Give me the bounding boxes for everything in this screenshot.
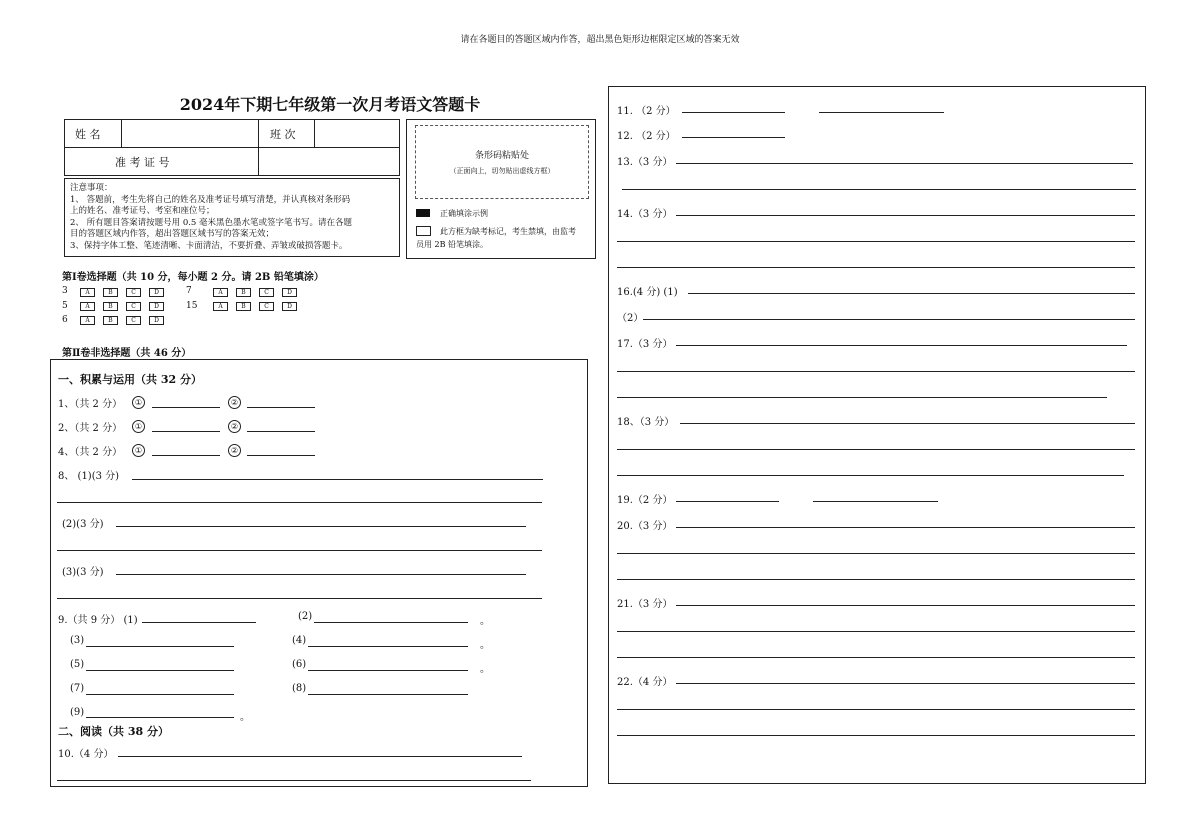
- q9-5-label: (5): [70, 659, 85, 670]
- circle-two-icon: ②: [228, 420, 241, 433]
- q18-line-2[interactable]: [617, 449, 1135, 450]
- q9-3-label: (3): [70, 635, 85, 646]
- bubble-option[interactable]: A: [80, 316, 95, 325]
- bubble-option[interactable]: B: [103, 316, 118, 325]
- q9-2-label: (2): [298, 611, 313, 622]
- q1-blank-2[interactable]: [247, 407, 315, 408]
- q8-2-line-2[interactable]: [57, 550, 542, 551]
- q14-line-3[interactable]: [617, 267, 1135, 268]
- bubble-option[interactable]: A: [213, 288, 228, 297]
- top-notice: 请在各题目的答题区域内作答，超出黑色矩形边框限定区域的答案无效: [460, 35, 740, 45]
- q13-line[interactable]: [676, 163, 1133, 164]
- q19-label: 19.（2 分）: [617, 495, 673, 506]
- q18-line[interactable]: [680, 423, 1135, 424]
- q20-label: 20.（3 分）: [617, 521, 673, 532]
- circle-one-icon: ①: [132, 420, 145, 433]
- q17-line-2[interactable]: [617, 371, 1135, 372]
- q20-line-2[interactable]: [617, 553, 1135, 554]
- bubble-option[interactable]: D: [282, 288, 297, 297]
- mc-q3-num: 3: [62, 286, 68, 296]
- bubble-option[interactable]: C: [259, 288, 274, 297]
- q9-6-blank[interactable]: [308, 670, 468, 671]
- q20-line[interactable]: [676, 527, 1135, 528]
- mc-heading: 第Ⅰ卷选择题（共 10 分，每小题 2 分。请 2B 铅笔填涂）: [62, 272, 324, 283]
- q8-3-line-2[interactable]: [57, 598, 542, 599]
- q21-line-2[interactable]: [617, 631, 1135, 632]
- circle-one-icon: ①: [132, 396, 145, 409]
- q9-1-label: 9.（共 9 分） (1): [58, 615, 138, 626]
- q13-label: 13.（3 分）: [617, 157, 673, 168]
- q8-1-label: 8、 (1)(3 分): [58, 471, 120, 482]
- bubble-option[interactable]: A: [80, 288, 95, 297]
- q12-blank[interactable]: [682, 137, 785, 138]
- q9-4-label: (4): [292, 635, 307, 646]
- q9-4-blank[interactable]: [308, 646, 468, 647]
- q4-blank-1[interactable]: [152, 455, 220, 456]
- bubble-option[interactable]: C: [259, 302, 274, 311]
- right-answer-box: [608, 86, 1146, 784]
- bubble-option[interactable]: D: [149, 302, 164, 311]
- q17-label: 17.（3 分）: [617, 339, 673, 350]
- q9-6-label: (6): [292, 659, 307, 670]
- mc-q7-num: 7: [186, 286, 192, 296]
- barcode-sub: （正面向上，切勿贴出虚线方框）: [449, 167, 555, 175]
- q4-blank-2[interactable]: [247, 455, 315, 456]
- q22-label: 22.（4 分）: [617, 677, 673, 688]
- instruction-line: 2、 所有题目答案请按题号用 0.5 毫米黑色墨水笔或签字笔书写。请在各题: [70, 217, 353, 228]
- q9-2-blank[interactable]: [314, 622, 468, 623]
- bubble-option[interactable]: C: [126, 302, 141, 311]
- bubble-option[interactable]: A: [80, 302, 95, 311]
- q12-label: 12. （2 分）: [617, 131, 676, 142]
- q9-1-blank[interactable]: [142, 622, 256, 623]
- q14-line-2[interactable]: [617, 241, 1135, 242]
- q8-3-line[interactable]: [116, 574, 526, 575]
- sec2-heading: 二、阅读（共 38 分）: [58, 725, 169, 738]
- q14-label: 14.（3 分）: [617, 209, 673, 220]
- q9-3-blank[interactable]: [86, 646, 234, 647]
- q16-2-line[interactable]: [643, 319, 1135, 320]
- bubble-option[interactable]: B: [236, 288, 251, 297]
- bubble-option[interactable]: D: [282, 302, 297, 311]
- q9-7-label: (7): [70, 683, 85, 694]
- instruction-line: 上的姓名、准考证号、考室和座位号；: [70, 206, 215, 216]
- mc-q6-num: 6: [62, 315, 68, 325]
- absent-note-1: 此方框为缺考标记，考生禁填，由监考: [440, 227, 576, 236]
- q13-line-2[interactable]: [622, 189, 1136, 190]
- q1-blank-1[interactable]: [152, 407, 220, 408]
- bubble-option[interactable]: A: [213, 302, 228, 311]
- q9-9-blank[interactable]: [86, 717, 234, 718]
- q11-blank-1[interactable]: [682, 112, 785, 113]
- name-field[interactable]: [123, 122, 256, 145]
- class-field[interactable]: [316, 122, 396, 145]
- q2-blank-1[interactable]: [152, 431, 220, 432]
- instruction-line: 3、保持字体工整、笔迹清晰、卡面清洁，不要折叠、弄皱或破损答题卡。: [70, 240, 348, 251]
- mc-q5-num: 5: [62, 301, 68, 311]
- q9-8-blank[interactable]: [308, 694, 468, 695]
- card-title: 2024年下期七年级第一次月考语文答题卡: [179, 95, 481, 114]
- q11-label: 11. （2 分）: [617, 106, 676, 117]
- q21-label: 21.（3 分）: [617, 599, 673, 610]
- q16-1-line[interactable]: [688, 293, 1135, 294]
- q9-2-period: 。: [480, 616, 490, 627]
- q22-line-2[interactable]: [617, 709, 1135, 710]
- absent-note-2: 员用 2B 铅笔填涂。: [416, 240, 489, 249]
- mc-q15-num: 15: [186, 301, 198, 311]
- q8-1-line[interactable]: [132, 479, 543, 480]
- q9-6-period: 。: [480, 664, 490, 675]
- exam-id-label: 准 考 证 号: [115, 156, 170, 169]
- filled-example-mark: [416, 209, 430, 217]
- bubble-option[interactable]: C: [126, 288, 141, 297]
- name-label: 姓 名: [75, 128, 101, 141]
- q18-label: 18、（3 分）: [617, 417, 675, 428]
- q9-9-period: 。: [240, 712, 250, 723]
- bubble-option[interactable]: B: [103, 288, 118, 297]
- instruction-line: 目的答题区域内作答，超出答题区域书写的答案无效；: [70, 229, 275, 239]
- q9-8-label: (8): [292, 683, 307, 694]
- sec1-heading: 一、积累与运用（共 32 分）: [58, 373, 202, 386]
- q8-1-line-2[interactable]: [57, 502, 542, 503]
- q9-4-period: 。: [480, 640, 490, 651]
- absent-mark-box[interactable]: [416, 226, 431, 236]
- q21-line[interactable]: [676, 605, 1135, 606]
- q17-line[interactable]: [676, 345, 1127, 346]
- q19-blank-2[interactable]: [813, 501, 938, 502]
- q19-blank-1[interactable]: [676, 501, 779, 502]
- instruction-line: 1、 答题前，考生先将自己的姓名及准考证号填写清楚，并认真核对条形码: [70, 194, 351, 205]
- part2-heading: 第Ⅱ卷非选择题（共 46 分）: [62, 348, 192, 359]
- q9-5-blank[interactable]: [86, 670, 234, 671]
- q9-7-blank[interactable]: [86, 694, 234, 695]
- q10-line-2[interactable]: [57, 780, 531, 781]
- correct-fill-label: 正确填涂示例: [440, 209, 488, 218]
- instructions-box: [64, 178, 400, 257]
- barcode-panel: [406, 119, 596, 259]
- q8-2-line[interactable]: [116, 526, 526, 527]
- q16-2-label: （2）: [617, 313, 644, 324]
- q21-line-3[interactable]: [617, 657, 1135, 658]
- circle-two-icon: ②: [228, 444, 241, 457]
- q18-line-3[interactable]: [617, 475, 1124, 476]
- q8-2-label: (2)(3 分): [62, 519, 104, 530]
- instructions-heading: 注意事项：: [70, 183, 113, 193]
- q17-line-3[interactable]: [617, 397, 1107, 398]
- q16-1-label: 16.(4 分) (1): [617, 287, 678, 298]
- class-label: 班 次: [270, 128, 296, 141]
- bubble-option[interactable]: D: [149, 316, 164, 325]
- q2-label: 2、（共 2 分）: [58, 423, 123, 434]
- circle-two-icon: ②: [228, 396, 241, 409]
- q22-line[interactable]: [676, 683, 1135, 684]
- barcode-title: 条形码粘贴处: [474, 151, 529, 161]
- q14-line[interactable]: [676, 215, 1135, 216]
- exam-id-field[interactable]: [260, 149, 396, 173]
- barcode-area[interactable]: [415, 125, 589, 199]
- info-table: [64, 119, 400, 176]
- q1-label: 1、（共 2 分）: [58, 399, 123, 410]
- q11-blank-2[interactable]: [819, 112, 944, 113]
- q10-line[interactable]: [118, 756, 522, 757]
- q4-label: 4、（共 2 分）: [58, 447, 123, 458]
- q20-line-3[interactable]: [617, 579, 1135, 580]
- q9-9-label: (9): [70, 707, 85, 718]
- bubble-option[interactable]: B: [103, 302, 118, 311]
- bubble-option[interactable]: B: [236, 302, 251, 311]
- bubble-option[interactable]: C: [126, 316, 141, 325]
- bubble-option[interactable]: D: [149, 288, 164, 297]
- q8-3-label: (3)(3 分): [62, 567, 104, 578]
- circle-one-icon: ①: [132, 444, 145, 457]
- q22-line-3[interactable]: [617, 735, 1135, 736]
- q10-label: 10.（4 分）: [58, 749, 114, 760]
- q2-blank-2[interactable]: [247, 431, 315, 432]
